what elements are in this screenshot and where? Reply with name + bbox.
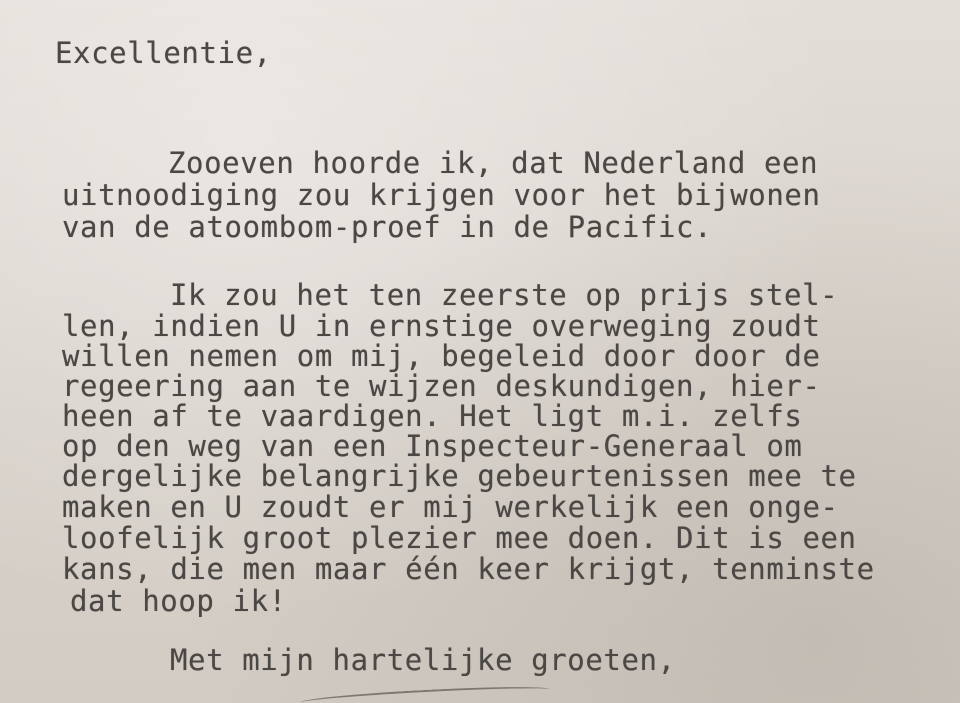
salutation: Excellentie,	[55, 36, 272, 70]
paragraph2-line: op den weg van een Inspecteur-Generaal om	[62, 429, 803, 463]
paragraph2-line: loofelijk groot plezier mee doen. Dit is een	[62, 521, 857, 555]
paragraph2-line: kans, die men maar één keer krijgt, tenminste	[62, 552, 875, 586]
paragraph2-line: len, indien U in ernstige overweging zoudt	[62, 309, 821, 343]
paragraph2-line: maken en U zoudt er mij werkelijk een onge-	[62, 490, 839, 524]
paragraph2-line: dat hoop ik!	[70, 584, 287, 618]
paragraph2-line: regeering aan te wijzen deskundigen, hier-	[62, 369, 821, 403]
signature-stroke	[300, 683, 550, 703]
paragraph1-line: uitnoodiging zou krijgen voor het bijwonen	[62, 178, 821, 212]
paragraph1-line: Zooeven hoorde ik, dat Nederland een	[168, 146, 819, 180]
paragraph2-line: Ik zou het ten zeerste op prijs stel-	[170, 278, 839, 312]
closing-line: Met mijn hartelijke groeten,	[170, 643, 676, 677]
paragraph2-line: heen af te vaardigen. Het ligt m.i. zelfs	[62, 399, 803, 433]
paragraph2-line: willen nemen om mij, begeleid door door de	[62, 339, 821, 373]
paragraph2-line: dergelijke belangrijke gebeurtenissen mee te	[62, 459, 857, 493]
paragraph1-line: van de atoombom-proef in de Pacific.	[62, 210, 713, 244]
